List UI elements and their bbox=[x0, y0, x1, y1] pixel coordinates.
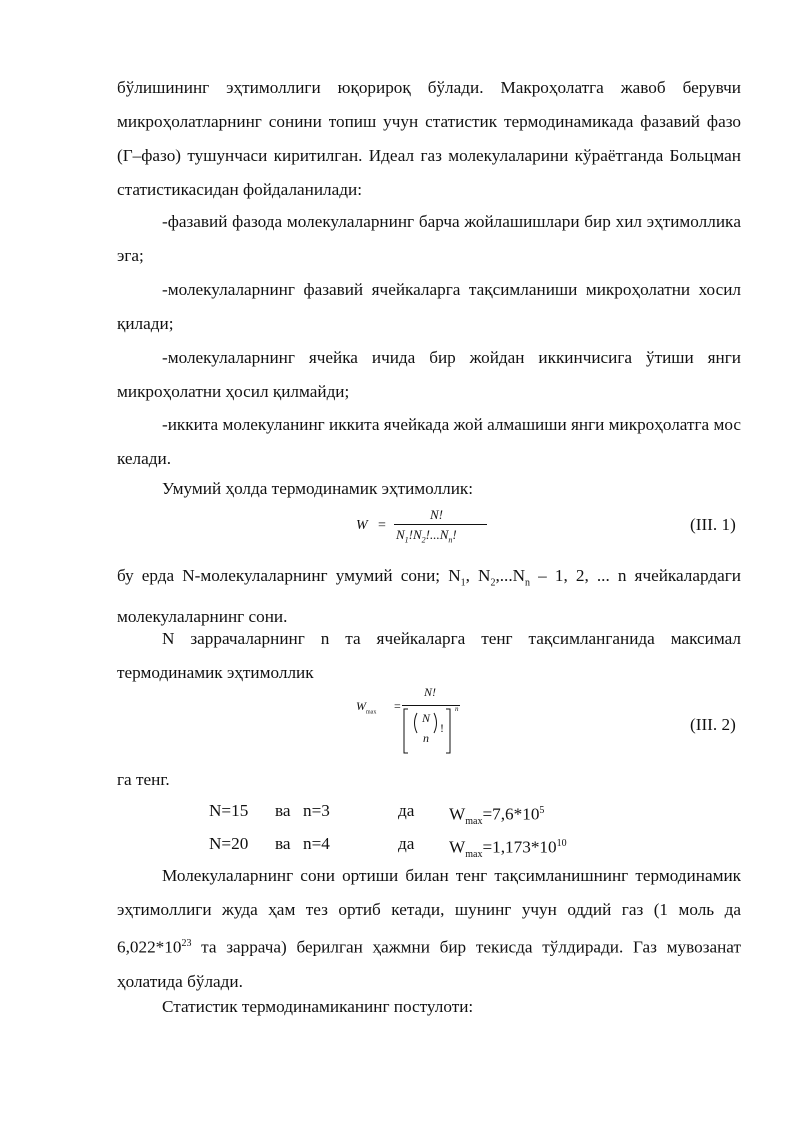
condition-wmax: $W_{max}=7,6*10^5$ bbox=[449, 804, 545, 828]
equation-2-number: (III. 2) bbox=[690, 715, 736, 734]
paragraph-postulate-1: -фазавий фазода молекулаларнинг барча жойлашишлари бир хил эҳтимолликa эга; bbox=[117, 212, 741, 265]
condition-va: ва bbox=[275, 801, 291, 820]
condition-wmax: $W_{max}=1,173*10^{10}$ bbox=[449, 837, 567, 861]
paragraph-definitions: бу ерда N-молекулаларнинг умумий сони; $N_1$, $N_2,...N_n - 1$, 2, ... n ячейкалардаги молекулаларнинг сони. bbox=[117, 566, 741, 627]
condition-va: ва bbox=[275, 834, 291, 853]
condition-n: N=20 bbox=[209, 834, 249, 853]
paragraph-postulate-title: Статистик термодинамиканинг постулоти: bbox=[162, 997, 474, 1016]
paragraph-postulate-4: -иккита молекуланинг иккита ячейкада жой алмашиши янги микроҳолатга мос келади. bbox=[117, 415, 741, 468]
paragraph-intro-eq1: Умумий ҳолда термодинамик эҳтимоллик: bbox=[162, 479, 474, 498]
paragraph-1: бўлишининг эҳтимоллиги юқорироқ бўлади. Макроҳолатга жавоб берувчи микроҳолатларнинг сонини топиш учун статистик термодинамикада фазавий фазо (Г–фазо) тушунчаси киритилган. Идеал газ молекулаларини кўраётганда Больцман статистикасидан фойдаланилади: bbox=[117, 78, 741, 199]
eq2-equals: = bbox=[394, 699, 401, 713]
condition-da: да bbox=[398, 834, 415, 853]
eq1-denominator: $N_1!N_2!...N_n$! bbox=[396, 527, 457, 545]
paragraph-intro-eq2: N заррачаларнинг n та ячейкаларга тенг тақсимланганида максимал термодинамик эҳтимоллик bbox=[117, 629, 741, 682]
eq2-numerator: N! bbox=[424, 685, 436, 699]
eq2-factorial: ! bbox=[440, 721, 444, 735]
eq1-numerator: N! bbox=[430, 507, 443, 522]
condition-da: да bbox=[398, 801, 415, 820]
condition-n-val: n=4 bbox=[303, 834, 330, 853]
eq2-lhs: $W_{max}$ bbox=[356, 699, 377, 716]
eq1-equals: = bbox=[378, 518, 386, 533]
equation-1 bbox=[356, 507, 496, 553]
eq2-fraction-bar bbox=[402, 705, 460, 706]
eq2-brackets bbox=[402, 707, 462, 755]
eq1-lhs: W bbox=[356, 518, 368, 533]
condition-n: N=15 bbox=[209, 801, 249, 820]
paragraph-equals: га тенг. bbox=[117, 770, 170, 789]
eq2-frac-bottom: n bbox=[423, 731, 429, 745]
equation-2 bbox=[356, 685, 466, 755]
equation-1-number: (III. 1) bbox=[690, 515, 736, 534]
eq2-frac-top: N bbox=[422, 711, 431, 725]
paragraph-postulate-2: -молекулаларнинг фазавий ячейкаларга тақсимланиши микроҳолатни хосил қилади; bbox=[117, 280, 741, 333]
paragraph-growth: Молекулаларнинг сони ортиши билан тенг тақсимланишнинг термодинамик эҳтимоллиги жуда ҳам тез ортиб кетади, шунинг учун оддий газ (1 моль да $6,022*10^{23}$ та заррача) берилган ҳажмни бир текисда тўлдиради. Газ мувозанат ҳолатида бўлади. bbox=[117, 866, 741, 991]
condition-n-val: n=3 bbox=[303, 801, 330, 820]
eq1-fraction-bar bbox=[394, 524, 487, 525]
paragraph-postulate-3: -молекулаларнинг ячейка ичида бир жойдан иккинчисига ўтиши янги микроҳолатни ҳосил қилмайди; bbox=[117, 348, 741, 401]
eq2-power: n bbox=[455, 705, 459, 713]
